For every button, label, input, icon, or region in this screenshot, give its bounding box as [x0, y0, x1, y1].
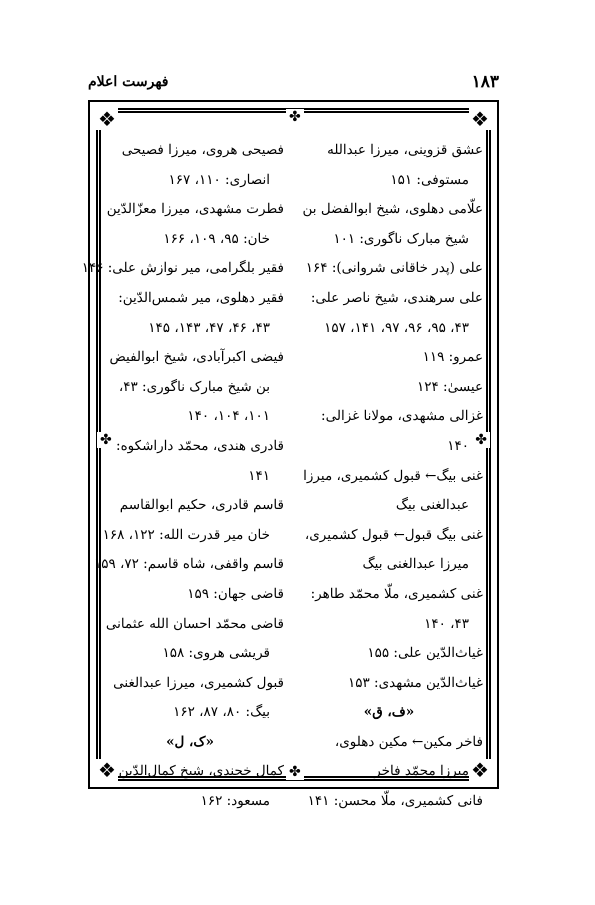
index-entry-line: قریشی هروی: ۱۵۸: [162, 645, 270, 662]
index-entry-line: انصاری: ۱۱۰، ۱۶۷: [168, 171, 270, 188]
index-entry: [295, 462, 483, 521]
index-entry: [295, 195, 483, 254]
index-entry-line: غنی کشمیری، ملّا محمّد طاهر:: [310, 585, 483, 602]
index-entry-line: ۴۳، ۹۵، ۹۶، ۹۷، ۱۴۱، ۱۵۷: [324, 319, 469, 336]
index-entry-line: قاضی محمّد احسان الله عثمانی: [105, 615, 284, 632]
index-entry-line: شیخ مبارک ناگوری: ۱۰۱: [333, 230, 469, 247]
border-ornament-icon: ✤: [97, 432, 115, 448]
border-ornament-icon: ✤: [286, 764, 304, 780]
index-entry: [96, 343, 284, 432]
index-entry-line: غزالی مشهدی، مولانا غزالی:: [321, 408, 483, 425]
index-entry-line: قاسم قادری، حکیم ابوالقاسم: [119, 497, 284, 514]
page-number: ۱۸۳: [471, 72, 499, 92]
index-entry: [295, 669, 483, 699]
index-entry-line: ۴۳، ۴۶، ۴۷، ۱۴۳، ۱۴۵: [148, 319, 270, 336]
index-entry: [96, 136, 284, 195]
index-entry: [96, 728, 284, 758]
index-entry: [295, 787, 483, 817]
corner-ornament-icon: ❖: [96, 108, 118, 130]
index-entry-line: قاسم واقفی، شاه قاسم: ۷۲، ۱۵۹: [93, 556, 284, 573]
index-entry: [96, 195, 284, 254]
index-entry: [295, 343, 483, 373]
index-entry-line: فقیر بلگرامی، میر نوازش علی: ۱۴۶: [81, 260, 284, 277]
index-entry: [96, 757, 284, 816]
index-entry-line: ۱۰۱، ۱۰۴، ۱۴۰: [187, 408, 270, 425]
index-entry-line: غنی بیگ← قبول کشمیری، میرزا: [303, 467, 483, 484]
index-entry: [295, 136, 483, 195]
index-entry-line: میرزا محمّد فاخر: [374, 763, 469, 780]
index-column-right: [295, 136, 483, 817]
index-entry-line: علی (پدر خاقانی شروانی): ۱۶۴: [305, 260, 483, 277]
index-entry-line: خان: ۹۵، ۱۰۹، ۱۶۶: [163, 230, 270, 247]
index-entry-line: علی سرهندی، شیخ ناصر علی:: [310, 289, 483, 306]
index-entry-line: فانی کشمیری، ملّا محسن: ۱۴۱: [307, 793, 483, 810]
index-entry: [295, 580, 483, 639]
index-entry: [96, 580, 284, 610]
index-entry-line: ۱۴۱: [248, 467, 270, 484]
index-entry-line: میرزا عبدالغنی بیگ: [362, 556, 469, 573]
index-entry: [96, 669, 284, 728]
index-entry-line: فصیحی هروی، میرزا فصیحی: [121, 142, 284, 158]
index-entry-line: عیسیٰ: ۱۲۴: [416, 378, 483, 395]
index-entry: [93, 550, 284, 580]
index-entry: [96, 610, 284, 669]
section-letter-heading: «ف، ق»: [363, 704, 415, 721]
index-entry-line: ۱۴۰: [447, 437, 469, 454]
section-letter-heading: «ک، ل»: [166, 733, 214, 750]
index-entry-line: قبول کشمیری، میرزا عبدالغنی: [113, 674, 284, 691]
index-entry-line: مسعود: ۱۶۲: [200, 793, 270, 810]
index-entry: [96, 432, 284, 491]
index-entry-line: بیگ: ۸۰، ۸۷، ۱۶۲: [173, 704, 270, 721]
index-entry-line: عشق قزوینی، میرزا عبدالله: [327, 142, 483, 158]
border-ornament-icon: ✤: [286, 109, 304, 125]
corner-ornament-icon: ❖: [469, 759, 491, 781]
index-entry-line: قادری هندی، محمّد داراشکوه:: [116, 437, 284, 454]
index-entry: [295, 728, 483, 787]
index-entry: [295, 521, 483, 580]
index-entry-line: ۴۳، ۱۴۰: [424, 615, 469, 632]
index-entry-line: فاخر مکین← مکین دهلوی،: [334, 733, 483, 750]
index-entry: [295, 698, 483, 728]
index-entry-line: خان میر قدرت الله: ۱۲۲، ۱۶۸: [102, 526, 270, 543]
page-header: [88, 72, 499, 98]
index-entry-line: فطرت مشهدی، میرزا معزّالدّین: [106, 201, 284, 218]
index-entry-line: بن شیخ مبارک ناگوری: ۴۳،: [118, 378, 270, 395]
index-entry-line: فیضی اکبرآبادی، شیخ ابوالفیض: [109, 349, 284, 366]
running-title: فهرست اعلام: [88, 74, 169, 90]
border-ornament-icon: ✤: [472, 432, 490, 448]
index-entry-line: علّامی دهلوی، شیخ ابوالفضل بن: [302, 201, 483, 218]
index-entry: [295, 254, 483, 284]
index-entry-line: مستوفی: ۱۵۱: [390, 171, 469, 188]
index-entry: [295, 373, 483, 403]
index-entry-line: غیاث‌الدّین علی: ۱۵۵: [367, 645, 483, 662]
index-entry: [96, 491, 284, 550]
index-entry: [81, 254, 284, 284]
index-entry-line: قاضی جهان: ۱۵۹: [187, 585, 284, 602]
corner-ornament-icon: ❖: [96, 759, 118, 781]
index-entry-line: عبدالغنی بیگ: [395, 497, 469, 514]
index-entry-line: عمرو: ۱۱۹: [422, 349, 483, 366]
index-entry-line: غنی بیگ قبول← قبول کشمیری،: [304, 526, 483, 543]
index-entry-line: کمال خجندی، شیخ کمال‌الدّین: [118, 763, 284, 780]
index-entry: [295, 639, 483, 669]
index-entry: [295, 402, 483, 461]
corner-ornament-icon: ❖: [469, 108, 491, 130]
index-entry: [96, 284, 284, 343]
index-entry-line: فقیر دهلوی، میر شمس‌الدّین:: [118, 289, 284, 306]
index-entry-line: غیاث‌الدّین مشهدی: ۱۵۳: [348, 674, 483, 691]
index-entry: [295, 284, 483, 343]
index-column-left: [81, 136, 284, 817]
